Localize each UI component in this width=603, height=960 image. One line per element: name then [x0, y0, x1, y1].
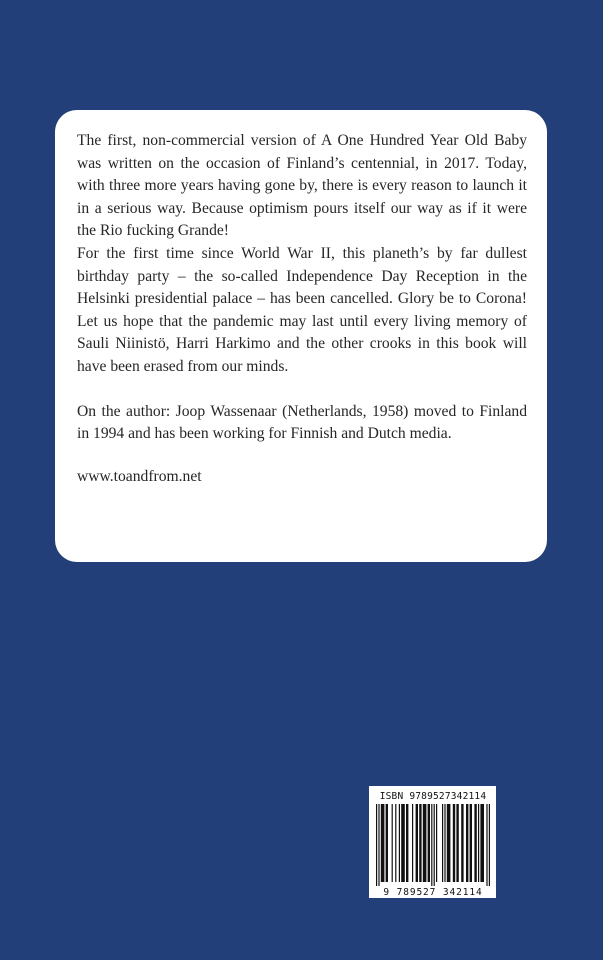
barcode-bar-5 [395, 804, 396, 882]
author-note: On the author: Joop Wassenaar (Netherlands, 1958) moved to Finland in 1994 and has been working for Finnish and Dutch media. [77, 402, 527, 443]
barcode-bar-27 [480, 804, 484, 882]
blurb-paragraph-2: For the first time since World War II, this planeth’s by far dullest birthday party – the so-called Independence Day Reception in the Helsinki presidential palace – has been cancelled. Glory be to Corona! Let us hope that the pandemic may last until every living memory of Sauli Niinistö, Harri Harkimo and the other crooks in this book will have been erased from our minds. [77, 244, 527, 375]
barcode-bar-28 [486, 804, 487, 886]
barcode-bar-7 [401, 804, 405, 882]
barcode-bar-2 [381, 804, 385, 882]
isbn-label: ISBN 9789527342114 [379, 791, 487, 802]
barcode-bar-13 [428, 804, 430, 882]
barcode-digits: 9 789527 342114 [383, 887, 483, 898]
barcode-bar-1 [378, 804, 379, 886]
barcode-bar-18 [444, 804, 445, 882]
barcode-bar-3 [386, 804, 388, 882]
barcode-bar-6 [399, 804, 400, 882]
barcode-bar-25 [474, 804, 476, 882]
barcode-bar-19 [447, 804, 451, 882]
barcode-bar-9 [412, 804, 413, 882]
barcode-bar-11 [419, 804, 421, 882]
barcode-bar-21 [456, 804, 458, 882]
blurb-card [55, 110, 547, 562]
barcode-bar-15 [434, 804, 435, 886]
barcode-bar-17 [442, 804, 443, 882]
barcode-bar-29 [489, 804, 490, 886]
barcode-bars [376, 804, 490, 886]
barcode-bar-10 [416, 804, 418, 882]
barcode-bar-16 [436, 804, 437, 882]
website-url: www.toandfrom.net [77, 467, 202, 485]
barcode-bar-0 [376, 804, 377, 886]
barcode-bar-12 [423, 804, 427, 882]
barcode-bar-4 [392, 804, 393, 882]
isbn-barcode [369, 786, 496, 898]
barcode-bar-14 [431, 804, 432, 886]
barcode-bar-26 [478, 804, 479, 882]
barcode-bar-8 [406, 804, 408, 882]
barcode-bar-20 [453, 804, 455, 882]
barcode-bar-24 [470, 804, 472, 882]
barcode-bar-22 [461, 804, 463, 882]
barcode-bar-23 [466, 804, 468, 882]
blurb-paragraph-1: The first, non-commercial version of A One Hundred Year Old Baby was written on the occasion of Finland’s centennial, in 2017. Today, with three more years having gone by, there is every reason to launch it in a serious way. Because optimism pours itself our way as if it were the Rio fucking Grande! [77, 132, 527, 240]
